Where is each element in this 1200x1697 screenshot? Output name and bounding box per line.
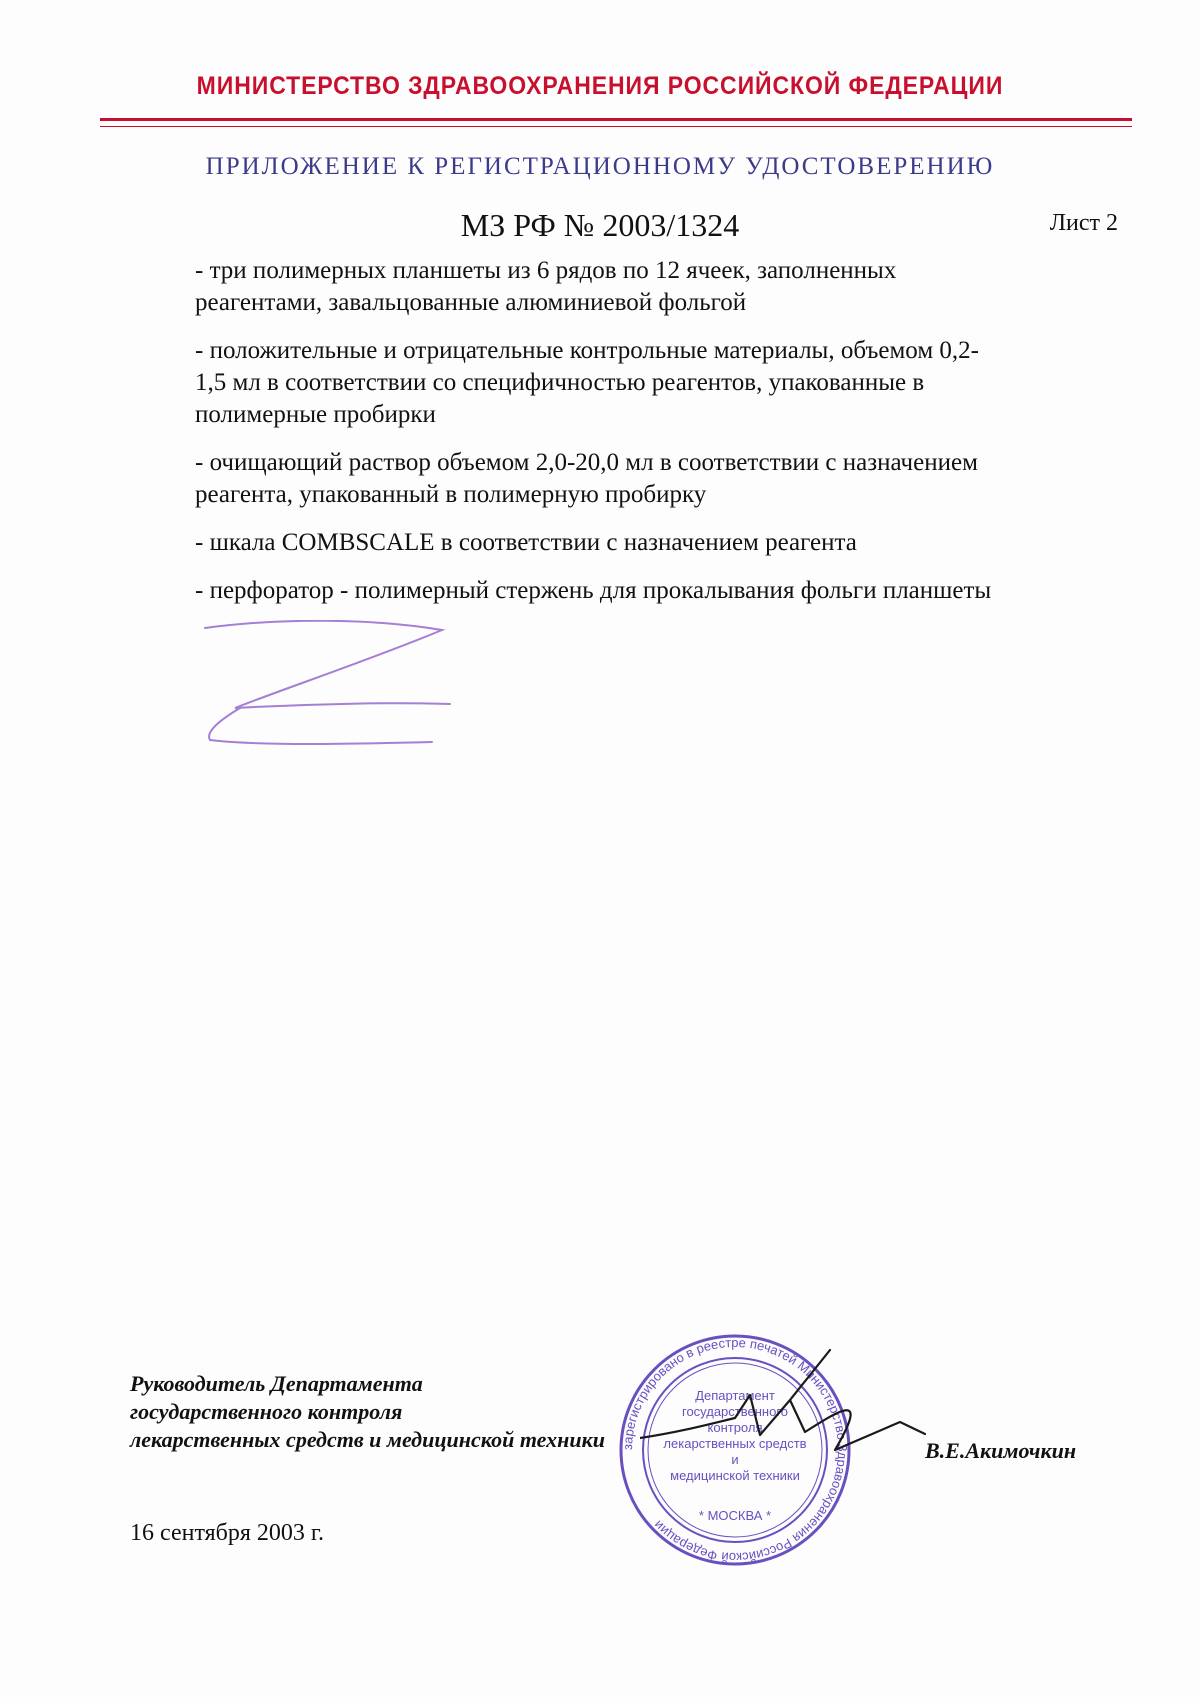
seal-inner-line: государственного	[681, 1404, 789, 1419]
item-line: 1,5 мл в соответствии со специфичностью реагентов, упакованные в	[195, 369, 925, 396]
registration-number: МЗ РФ № 2003/1324	[460, 207, 740, 243]
seal-city: * МОСКВА *	[698, 1508, 772, 1523]
signatory-title	[130, 1370, 605, 1454]
item-line: - перфоратор - полимерный стержень для прокалывания фольги планшеты	[195, 577, 992, 604]
seal-inner-line: контроля	[707, 1420, 763, 1435]
item-line: реагентами, завальцованные алюминиевой фольгой	[195, 289, 747, 316]
list-item	[195, 575, 1125, 607]
appendix-title: ПРИЛОЖЕНИЕ К РЕГИСТРАЦИОННОМУ УДОСТОВЕРЕНИЮ	[205, 153, 995, 180]
document-date: 16 сентября 2003 г.	[130, 1520, 325, 1546]
item-line: полимерные пробирки	[195, 401, 436, 428]
ministry-header: МИНИСТЕРСТВО ЗДРАВООХРАНЕНИЯ РОССИЙСКОЙ ФЕДЕРАЦИИ	[196, 72, 1004, 100]
seal-inner-line: лекарственных средств	[663, 1436, 807, 1451]
header-rule-thin	[100, 126, 1132, 127]
list-item	[195, 335, 1125, 431]
handwritten-signature	[640, 1340, 940, 1480]
signer-name: В.Е.Акимочкин	[925, 1438, 1077, 1463]
seal-outer-text: зарегистрировано в реестре печатей Министерство Здравоохранения Российской Федерации	[619, 1334, 851, 1566]
seal-inner-line: Департамент	[695, 1388, 775, 1403]
signatory-title-line: Руководитель Департамента	[130, 1371, 423, 1396]
list-item	[195, 527, 1125, 559]
list-item	[195, 255, 1125, 319]
header-rule-thick	[100, 118, 1132, 121]
item-line: - три полимерных планшеты из 6 рядов по 12 ячеек, заполненных	[195, 257, 897, 284]
list-item	[195, 447, 1125, 511]
signatory-title-line: государственного контроля	[130, 1399, 403, 1424]
end-of-text-z-mark	[200, 620, 460, 760]
seal-inner-line: и	[731, 1452, 739, 1467]
signatory-title-line: лекарственных средств и медицинской техники	[130, 1427, 605, 1452]
item-line: - положительные и отрицательные контрольные материалы, объемом 0,2-	[195, 337, 979, 364]
item-line: - шкала COMBSCALE в соответствии с назначением реагента	[195, 529, 857, 556]
seal-inner-line: медицинской техники	[670, 1468, 800, 1483]
kit-contents	[195, 255, 1125, 623]
item-line: - очищающий раствор объемом 2,0-20,0 мл в соответствии с назначением	[195, 449, 978, 476]
sheet-number: Лист 2	[1049, 210, 1118, 236]
item-line: реагента, упакованный в полимерную пробирку	[195, 481, 707, 508]
